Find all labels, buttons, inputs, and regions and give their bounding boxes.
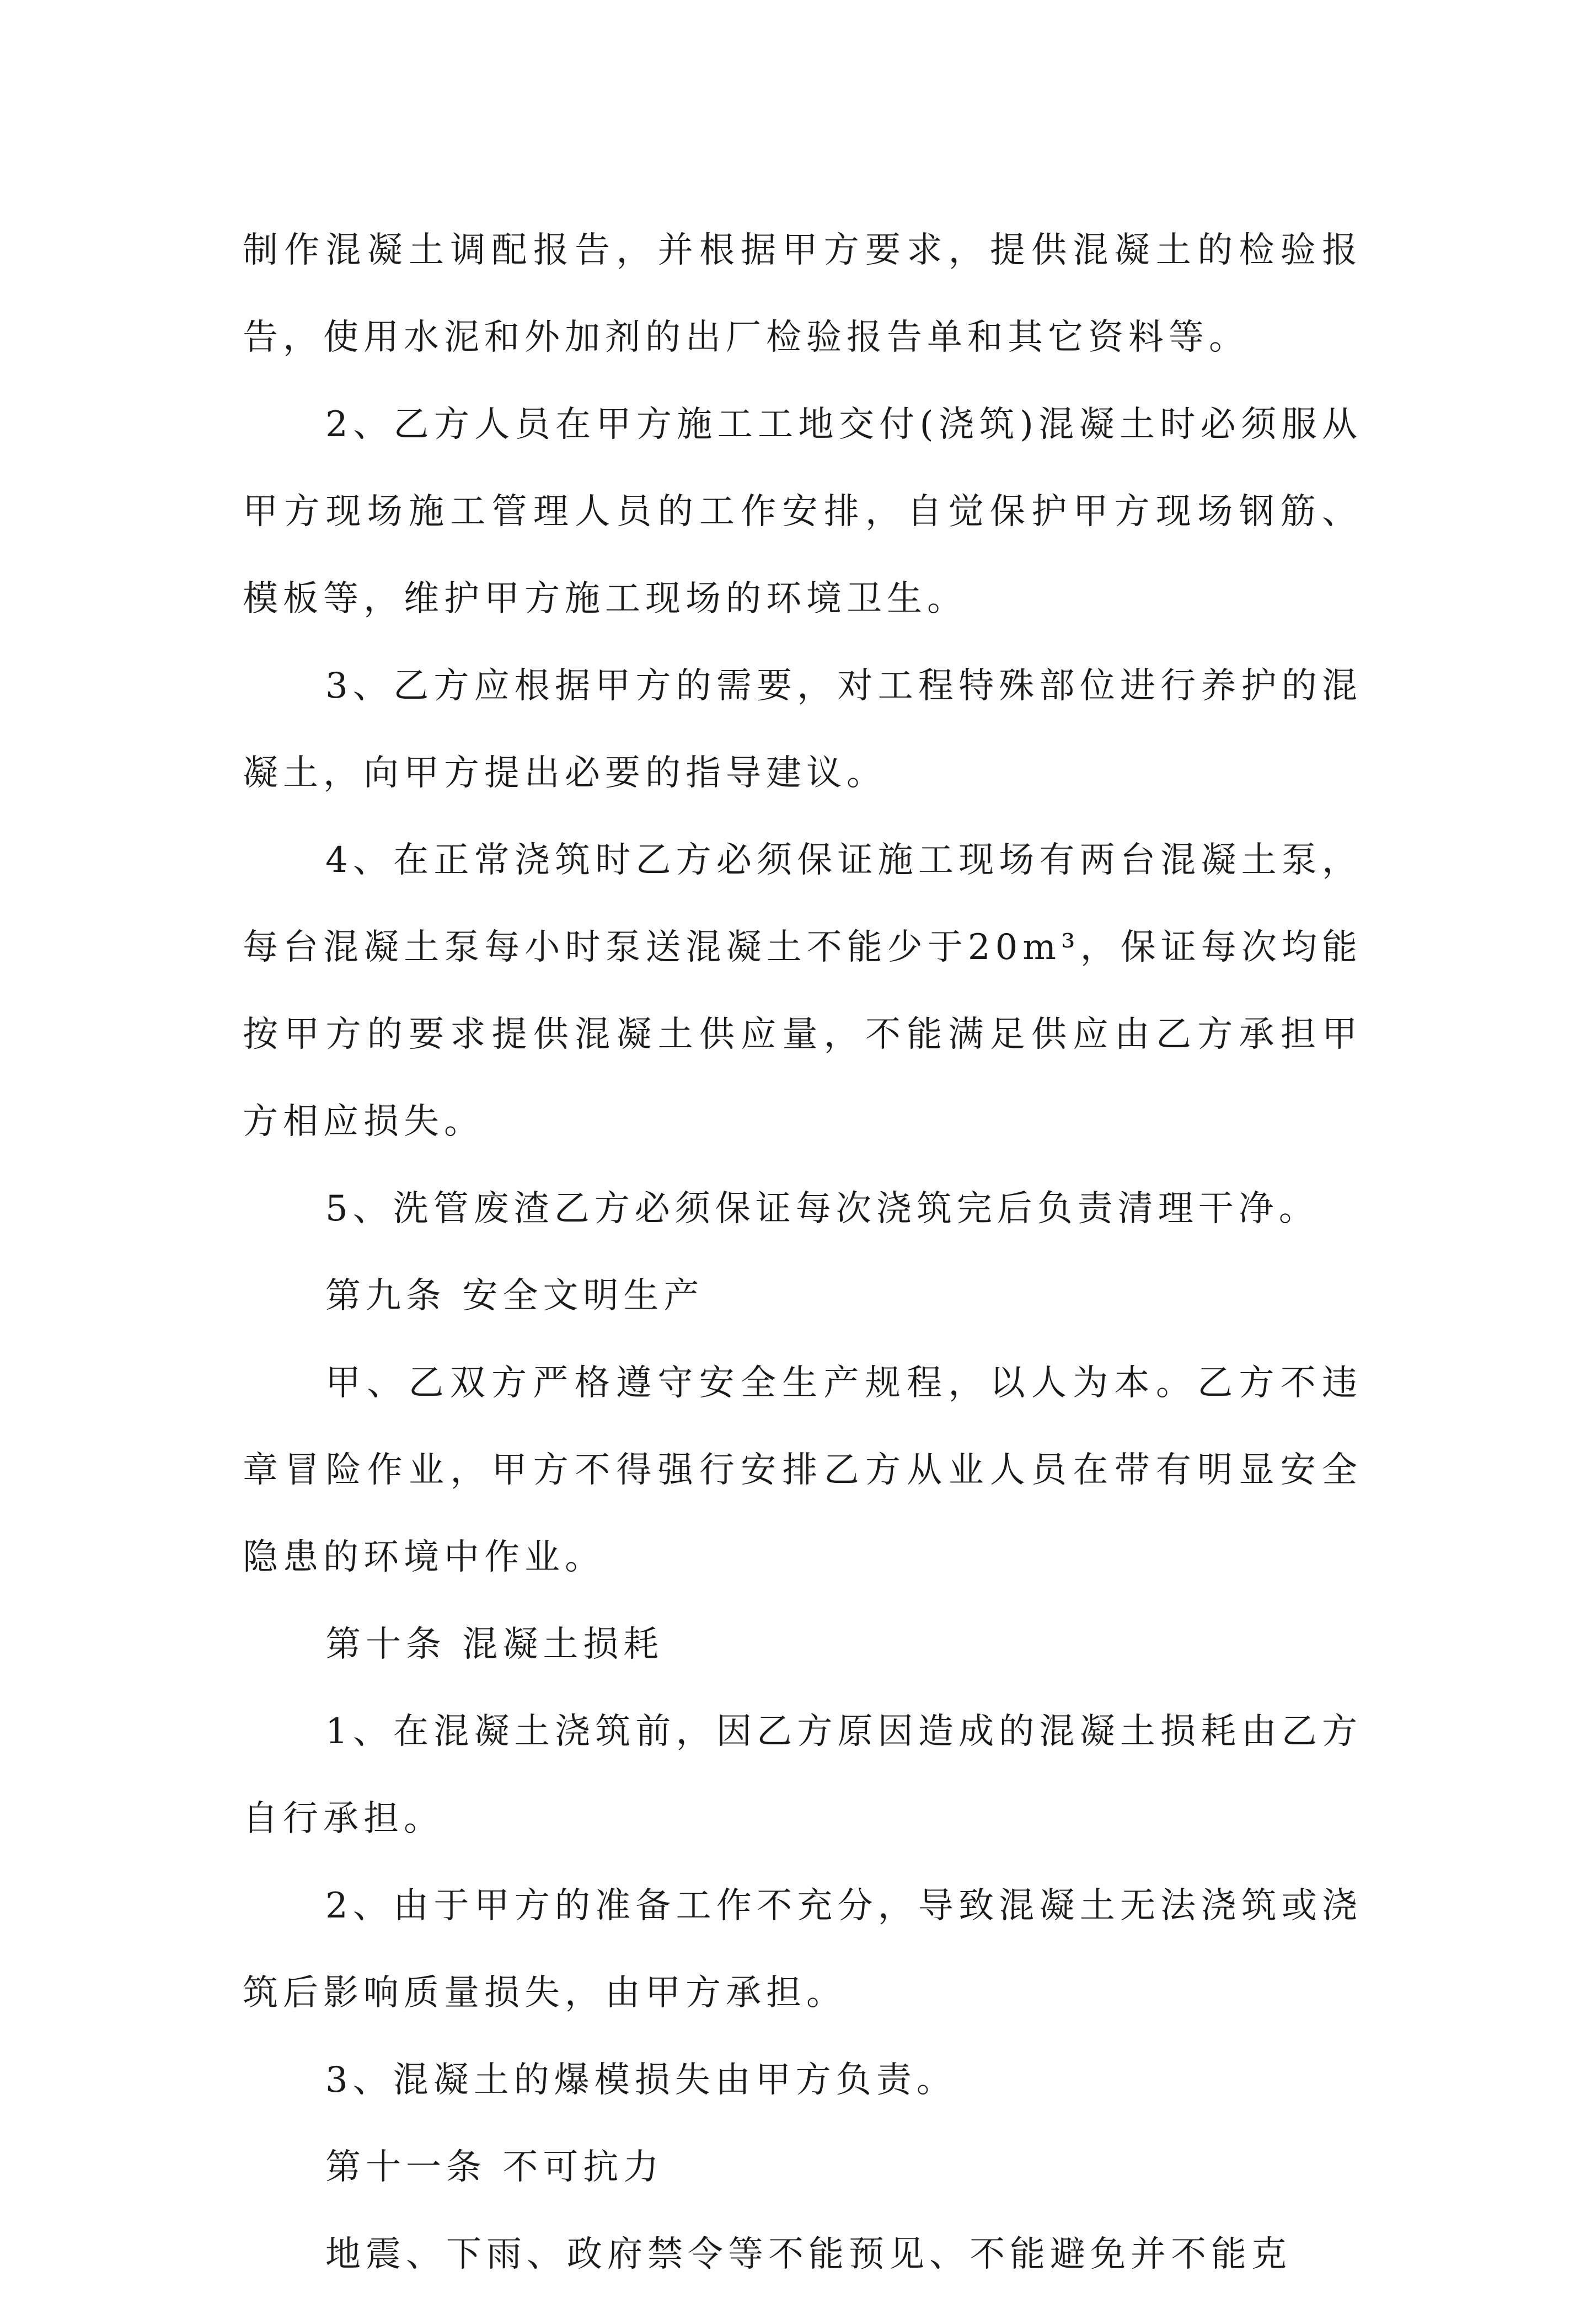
paragraph-2: 2、乙方人员在甲方施工工地交付(浇筑)混凝土时必须服从甲方现场施工管理人员的工作安排，自觉保护甲方现场钢筋、模板等，维护甲方施工现场的环境卫生。	[243, 404, 1362, 619]
paragraph-8: 2、由于甲方的准备工作不充分，导致混凝土无法浇筑或浇筑后影响质量损失，由甲方承担。	[243, 1885, 1362, 2013]
paragraph-6: 甲、乙双方严格遵守安全生产规程，以人为本。乙方不违章冒险作业，甲方不得强行安排乙方从业人员在带有明显安全隐患的环境中作业。	[243, 1363, 1362, 1578]
paragraph-1: 制作混凝土调配报告，并根据甲方要求，提供混凝土的检验报告，使用水泥和外加剂的出厂检验报告单和其它资料等。	[243, 230, 1362, 358]
section-heading-article-11: 第十一条 不可抗力	[325, 2147, 664, 2188]
document-page	[243, 207, 1362, 2298]
section-heading-article-9: 第九条 安全文明生产	[325, 1276, 704, 1316]
paragraph-7: 1、在混凝土浇筑前，因乙方原因造成的混凝土损耗由乙方自行承担。	[243, 1711, 1362, 1839]
paragraph-9: 3、混凝土的爆模损失由甲方负责。	[325, 2060, 957, 2101]
section-heading-article-10: 第十条 混凝土损耗	[325, 1624, 664, 1665]
paragraph-4: 4、在正常浇筑时乙方必须保证施工现场有两台混凝土泵，每台混凝土泵每小时泵送混凝土不能少于20m³，保证每次均能按甲方的要求提供混凝土供应量，不能满足供应由乙方承担甲方相应损失。	[243, 840, 1362, 1142]
paragraph-3: 3、乙方应根据甲方的需要，对工程特殊部位进行养护的混凝土，向甲方提出必要的指导建议。	[243, 666, 1362, 794]
paragraph-10: 地震、下雨、政府禁令等不能预见、不能避免并不能克	[325, 2234, 1292, 2275]
paragraph-5: 5、洗管废渣乙方必须保证每次浇筑完后负责清理干净。	[325, 1188, 1319, 1229]
